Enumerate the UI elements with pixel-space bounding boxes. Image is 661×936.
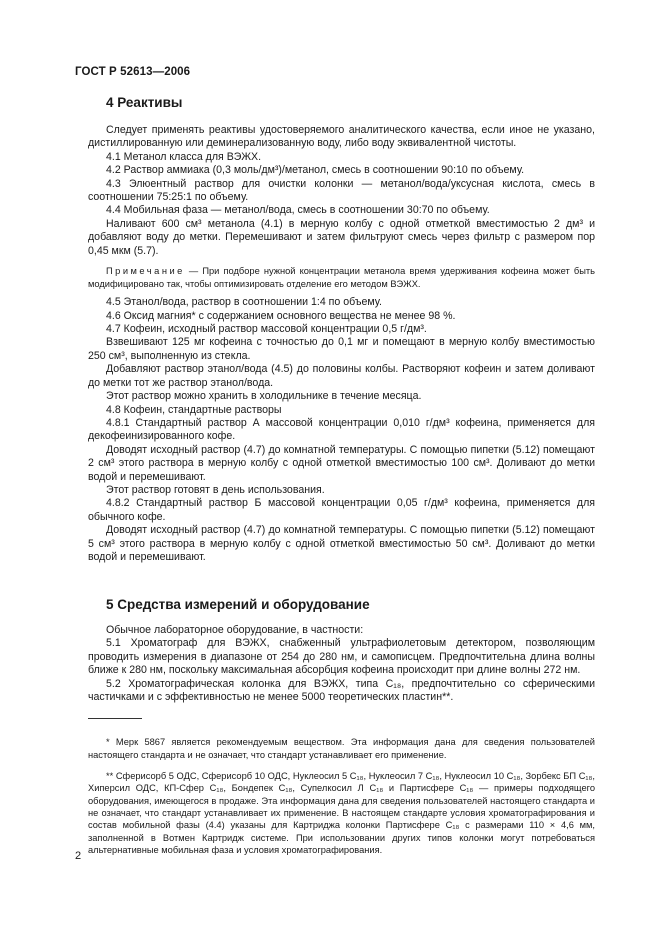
note xyxy=(88,265,595,290)
paragraph: Следует применять реактивы удостоверяемого аналитического качества, если иное не указано, дистиллированную или деминерализованную воду, либо воду эквивалентной чистоты. xyxy=(88,124,595,150)
note-text: — При подборе нужной концентрации метанола время удерживания кофеина может быть модифицировано так, чтобы оптимизировать отделение его методом ВЭЖХ. xyxy=(88,266,595,289)
paragraph: Этот раствор готовят в день использования. xyxy=(106,483,325,496)
paragraph: Взвешивают 125 мг кофеина с точностью до 0,1 мг и помещают в мерную колбу вместимостью 250 см³, выполненную из стекла. xyxy=(88,336,595,362)
paragraph: 5.2 Хроматографическая колонка для ВЭЖХ, типа C₁₈, предпочтительно со сферическими частичками и с эффективностью не менее 5000 теоретических пластин**. xyxy=(88,677,595,704)
paragraph: Наливают 600 см³ метанола (4.1) в мерную колбу с одной отметкой вместимостью 2 дм³ и добавляют воду до метки. Перемешивают и затем фильтруют смесь через фильтр с размером пор 0,45 мкм (5.7). xyxy=(88,217,595,257)
section-4-heading: 4 Реактивы xyxy=(106,95,183,110)
paragraph: 4.8 Кофеин, стандартные растворы xyxy=(106,403,282,416)
footnote: * Мерк 5867 является рекомендуемым веществом. Эта информация дана для сведения пользователей настоящего стандарта и не означает, что стандарт устанавливает его применение. xyxy=(88,737,595,760)
section-5-body xyxy=(88,624,595,704)
footnote-divider xyxy=(88,718,142,719)
page-number: 2 xyxy=(75,850,82,862)
paragraph: 4.4 Мобильная фаза — метанол/вода, смесь в соотношении 30:70 по объему. xyxy=(106,204,490,217)
paragraph: 4.3 Элюентный раствор для очистки колонки — метанол/вода/уксусная кислота, смесь в соотношении 75:25:1 по объему. xyxy=(88,177,595,204)
footnotes xyxy=(88,727,595,866)
document-header: ГОСТ Р 52613—2006 xyxy=(75,66,191,78)
paragraph: Этот раствор можно хранить в холодильнике в течение месяца. xyxy=(106,390,422,403)
paragraph: 4.8.2 Стандартный раствор Б массовой концентрации 0,05 г/дм³ кофеина, применяется для обычного кофе. xyxy=(88,497,595,523)
paragraph: 4.7 Кофеин, исходный раствор массовой концентрации 0,5 г/дм³. xyxy=(106,323,427,336)
paragraph: Доводят исходный раствор (4.7) до комнатной температуры. С помощью пипетки (5.12) помещают 5 см³ этого раствора в мерную колбу с одной отметкой вместимостью 50 см³. Доливают до метки водой и перемешивают. xyxy=(88,524,595,563)
section-4-body xyxy=(88,124,595,564)
paragraph: 4.2 Раствор аммиака (0,3 моль/дм³)/метанол, смесь в соотношении 90:10 по объему. xyxy=(106,164,525,177)
paragraph: 4.1 Метанол класса для ВЭЖХ. xyxy=(106,150,262,163)
paragraph: 4.5 Этанол/вода, раствор в соотношении 1:4 по объему. xyxy=(106,296,382,309)
footnote: ** Сферисорб 5 ОДС, Сферисорб 10 ОДС, Нуклеосил 5 C₁₈, Нуклеосил 7 C₁₈, Нуклеосил 10 C₁₈, Зорбекс БП C₁₈, Хиперсил ОДС, КП-Сфер C₁₈, Бондепек C₁₈, Супелкосил Л C₁₈ и Партисфере C₁₈ — примеры подходящего оборудования, имеющегося в продаже. Эта информация дана для сведения пользователей настоящего стандарта и не означает, что стандарт устанавливает их применение. В настоящем стандарте условия хроматографирования и состав мобильной фазы (4.4) указаны для Картриджа колонки Партисфере C₁₈ с размерами 110 × 4,6 мм, заполненной в Вотмен Картридж системе. При использовании других типов колонки могут потребоваться альтернативные мобильная фаза и условия хроматографирования. xyxy=(88,771,595,855)
note-label: Примечание xyxy=(106,266,185,277)
paragraph: 4.8.1 Стандартный раствор А массовой концентрации 0,010 г/дм³ кофеина, применяется для декофеинизированного кофе. xyxy=(88,416,595,443)
paragraph: Обычное лабораторное оборудование, в частности: xyxy=(106,624,364,636)
section-5-heading: 5 Средства измерений и оборудование xyxy=(106,597,370,612)
paragraph: Доводят исходный раствор (4.7) до комнатной температуры. С помощью пипетки (5.12) помещают 2 см³ этого раствора в мерную колбу с одной отметкой вместимостью 100 см³. Доливают до метки водой и перемешивают. xyxy=(88,443,595,483)
paragraph: Добавляют раствор этанол/вода (4.5) до половины колбы. Растворяют кофеин и затем доливают до метки тот же раствор этанол/вода. xyxy=(88,363,595,389)
paragraph: 5.1 Хроматограф для ВЭЖХ, снабженный ультрафиолетовым детектором, позволяющим проводить измерения в диапазоне от 254 до 280 нм, и самописцем. Предпочтительна длина волны ближе к 280 нм, поскольку максимальная абсорбция кофеина происходит при длине волны 272 нм. xyxy=(88,637,595,677)
paragraph: 4.6 Оксид магния* с содержанием основного вещества не менее 98 %. xyxy=(106,309,456,322)
